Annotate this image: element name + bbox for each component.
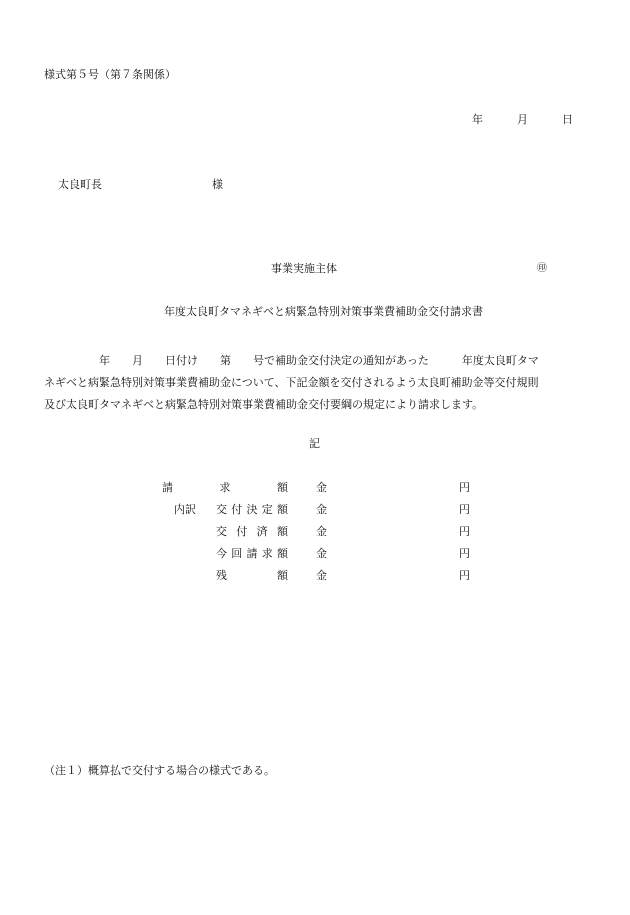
breakdown-prefix: 内訳 — [174, 503, 196, 516]
amount-row-label — [216, 547, 288, 561]
amount-row-label — [216, 503, 288, 517]
label-char: 額 — [277, 481, 288, 494]
label-char: 付 — [231, 503, 243, 516]
kin-label: 金 — [316, 481, 327, 494]
label-char: 求 — [219, 481, 231, 494]
addressee-title: 太良町長 — [58, 178, 102, 191]
label-char: 回 — [231, 547, 243, 560]
yen-unit: 円 — [459, 481, 470, 494]
kin-label: 金 — [316, 569, 327, 582]
date-year-label: 年 — [472, 113, 483, 126]
kin-label: 金 — [316, 547, 327, 560]
date-month-label: 月 — [517, 113, 528, 126]
label-char: 請 — [162, 481, 173, 494]
label-char: 付 — [236, 525, 248, 538]
amount-row-label — [162, 481, 288, 495]
amount-row-label — [216, 569, 288, 583]
label-char: 残 — [216, 569, 227, 582]
body-paragraph — [44, 350, 592, 416]
amount-row-label — [216, 525, 288, 539]
body-line: 年 月 日付け 第 号で補助金交付決定の通知があった 年度太良町タマ — [44, 354, 539, 367]
label-char: 請 — [246, 547, 258, 560]
date-day-label: 日 — [562, 113, 573, 126]
label-char: 額 — [276, 525, 288, 538]
applicant-label: 事業実施主体 — [271, 262, 337, 275]
label-char: 決 — [246, 503, 258, 516]
label-char: 求 — [261, 547, 273, 560]
yen-unit: 円 — [459, 547, 470, 560]
label-char: 額 — [277, 503, 288, 516]
document-title: 年度太良町タマネギベと病緊急特別対策事業費補助金交付請求書 — [164, 305, 483, 318]
kin-label: 金 — [316, 525, 327, 538]
body-line: ネギベと病緊急特別対策事業費補助金について、下記金額を交付されるよう太良町補助金等交付規則 — [44, 376, 539, 389]
yen-unit: 円 — [459, 525, 470, 538]
yen-unit: 円 — [459, 569, 470, 582]
label-char: 交 — [216, 503, 227, 516]
label-char: 額 — [277, 547, 288, 560]
footnote: （注１）概算払で交付する場合の様式である。 — [44, 764, 275, 777]
label-char: 今 — [216, 547, 227, 560]
kin-label: 金 — [316, 503, 327, 516]
label-char: 額 — [277, 569, 288, 582]
form-number: 様式第５号（第７条関係） — [44, 68, 176, 81]
body-line: 及び太良町タマネギベと病緊急特別対策事業費補助金交付要綱の規定により請求します。 — [44, 398, 484, 411]
seal-mark: ㊞ — [537, 263, 547, 274]
ki-label: 記 — [309, 437, 320, 450]
addressee-honorific: 様 — [212, 178, 223, 191]
label-char: 交 — [216, 525, 227, 538]
label-char: 済 — [256, 525, 268, 538]
label-char: 定 — [261, 503, 273, 516]
yen-unit: 円 — [459, 503, 470, 516]
